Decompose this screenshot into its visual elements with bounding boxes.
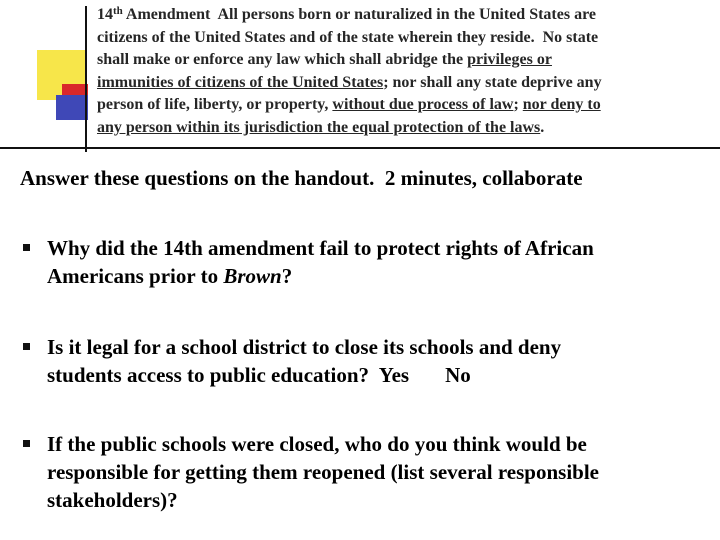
immunities-underline: immunities of citizens of the United States bbox=[97, 73, 384, 91]
option-no: No bbox=[445, 363, 471, 387]
question-text-1: Why did the 14th amendment fail to protect rights of African Americans prior to Brown? bbox=[47, 236, 594, 288]
privileges-underline: privileges or bbox=[467, 51, 552, 68]
amendment-line-6: any person within its jurisdiction the equal protection of the laws. bbox=[97, 118, 545, 136]
amendment-line-1: 14th Amendment All persons born or naturalized in the United States are bbox=[97, 5, 596, 23]
decorative-horizontal-line bbox=[0, 147, 720, 149]
decorative-vertical-line bbox=[85, 6, 87, 152]
due-process-underline: without due process of law bbox=[332, 96, 514, 113]
square-bullet-icon bbox=[23, 440, 30, 447]
question-text-3: If the public schools were closed, who do you think would be responsible for getting them reopened (list several responsible stakeholders)? bbox=[47, 432, 599, 512]
amendment-line-5: person of life, liberty, or property, without due process of law; nor deny to bbox=[97, 96, 601, 113]
amendment-line-3: shall make or enforce any law which shall abridge the privileges or bbox=[97, 51, 552, 68]
decorative-blue-square bbox=[56, 95, 88, 120]
amendment-line-2: citizens of the United States and of the state wherein they reside. No state bbox=[97, 28, 599, 46]
square-bullet-icon bbox=[23, 244, 30, 251]
equal-protection-underline-1: nor deny to bbox=[522, 96, 601, 113]
instructions-heading: Answer these questions on the handout. 2 minutes, collaborate bbox=[20, 166, 583, 190]
amendment-line-4: immunities of citizens of the United States; nor shall any state deprive any bbox=[97, 73, 602, 91]
case-name-brown: Brown bbox=[223, 264, 282, 288]
question-text-2: Is it legal for a school district to close its schools and deny students access to public education? Yes No bbox=[47, 335, 562, 387]
equal-protection-underline-2: any person within its jurisdiction the equal protection of the laws bbox=[97, 118, 541, 136]
square-bullet-icon bbox=[23, 343, 30, 350]
amendment-quote bbox=[97, 4, 697, 139]
